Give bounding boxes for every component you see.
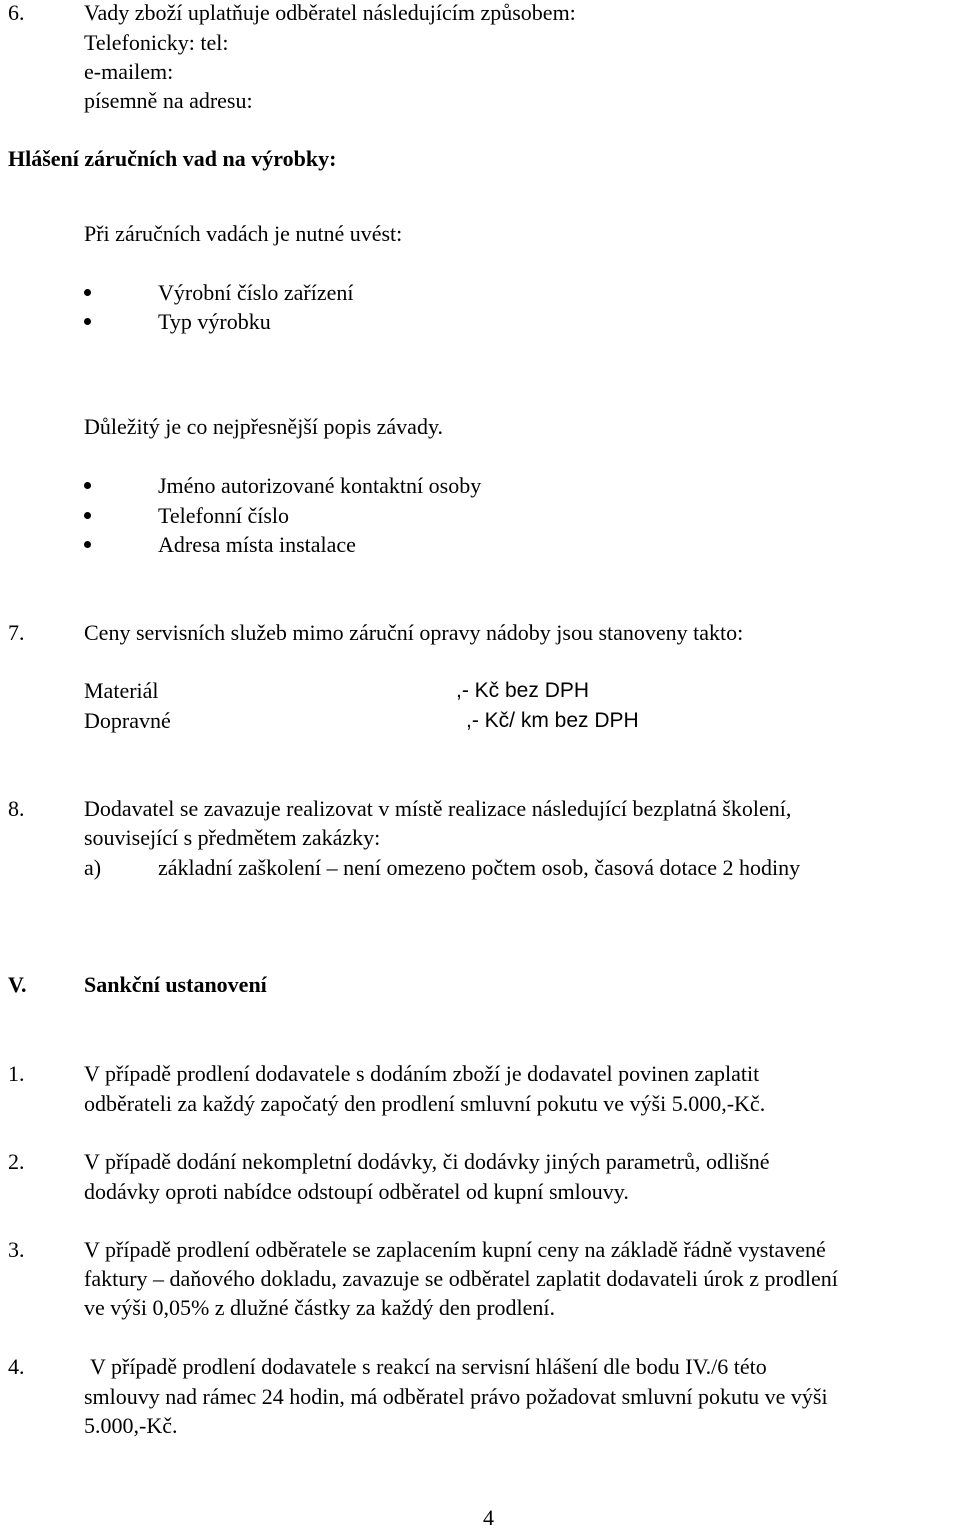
section-8-line: související s předmětem zakázky: (84, 825, 381, 850)
section-6-intro: Vady zboží uplatňuje odběratel následujícím způsobem: (84, 0, 576, 25)
sanction-line: odběrateli za každý započatý den prodlení smluvní pokutu ve výši 5.000,-Kč. (84, 1091, 766, 1116)
sanction-line: V případě dodání nekompletní dodávky, či dodávky jiných parametrů, odlišné (84, 1149, 770, 1174)
sanction-line: V případě prodlení dodavatele s reakcí na servisní hlášení dle bodu IV./6 této (90, 1354, 767, 1379)
warranty-note: Důležitý je co nejpřesnější popis závady. (84, 414, 444, 439)
section-8-line: Dodavatel se zavazuje realizovat v místě realizace následující bezplatná školení, (84, 796, 792, 821)
sanction-line: faktury – daňového dokladu, zavazuje se odběratel zaplatit dodavateli úrok z prodlení (84, 1266, 838, 1291)
contact-email-label: e-mailem: (84, 59, 174, 84)
price-row-label: Dopravné (84, 708, 171, 733)
warranty-item: Adresa místa instalace (158, 532, 356, 557)
price-row-value: ,- Kč bez DPH (456, 679, 590, 702)
contact-address-label: písemně na adresu: (84, 88, 253, 113)
section-8-item-text: základní zaškolení – není omezeno počtem osob, časová dotace 2 hodiny (158, 855, 801, 880)
chapter-title: Sankční ustanovení (84, 972, 267, 997)
sanction-line: V případě prodlení dodavatele s dodáním zboží je dodavatel povinen zaplatit (84, 1061, 760, 1086)
sanction-number: 3. (8, 1237, 25, 1262)
warranty-heading: Hlášení záručních vad na výrobky: (8, 146, 337, 171)
price-row-value: ,- Kč/ km bez DPH (466, 709, 639, 732)
section-6-number: 6. (8, 0, 25, 25)
warranty-item: Výrobní číslo zařízení (158, 280, 354, 305)
bullet-icon (84, 512, 91, 519)
section-8-item-letter: a) (84, 855, 102, 880)
section-8-number: 8. (8, 796, 25, 821)
price-row-label: Materiál (84, 678, 159, 703)
section-7-number: 7. (8, 620, 25, 645)
bullet-icon (84, 482, 91, 489)
page-number: 4 (483, 1505, 494, 1530)
bullet-icon (84, 541, 91, 548)
sanction-line: 5.000,-Kč. (84, 1413, 178, 1438)
sanction-number: 2. (8, 1149, 25, 1174)
bullet-icon (84, 289, 91, 296)
warranty-intro: Při záručních vadách je nutné uvést: (84, 221, 403, 246)
sanction-number: 1. (8, 1061, 25, 1086)
section-7-text: Ceny servisních služeb mimo záruční opravy nádoby jsou stanoveny takto: (84, 620, 744, 645)
warranty-item: Typ výrobku (158, 309, 271, 334)
sanction-line: ve výši 0,05% z dlužné částky za každý den prodlení. (84, 1295, 556, 1320)
chapter-number: V. (8, 972, 27, 997)
sanction-number: 4. (8, 1354, 25, 1379)
warranty-item: Telefonní číslo (158, 503, 290, 528)
sanction-line: dodávky oproti nabídce odstoupí odběratel od kupní smlouvy. (84, 1179, 629, 1204)
sanction-line: smlouvy nad rámec 24 hodin, má odběratel právo požadovat smluvní pokutu ve výši (84, 1384, 828, 1409)
bullet-icon (84, 318, 91, 325)
sanction-line: V případě prodlení odběratele se zaplacením kupní ceny na základě řádně vystavené (84, 1237, 826, 1262)
warranty-item: Jméno autorizované kontaktní osoby (158, 473, 482, 498)
contact-phone-label: Telefonicky: tel: (84, 30, 229, 55)
